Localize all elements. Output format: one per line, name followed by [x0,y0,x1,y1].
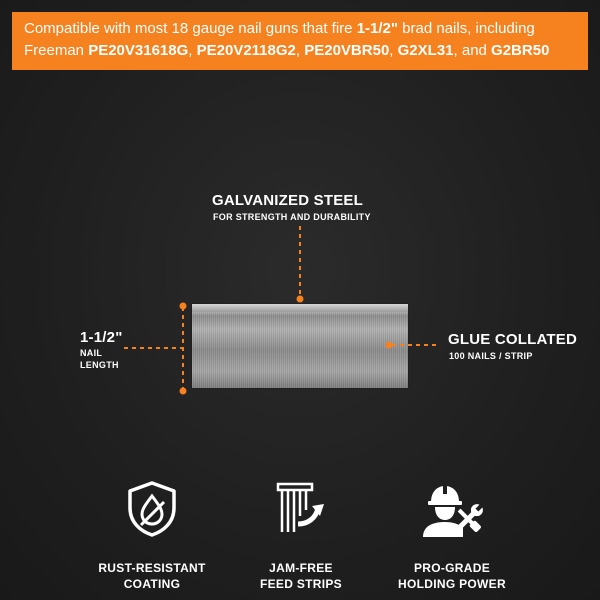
length-top-dot [180,303,187,310]
glue-callout-title: GLUE COLLATED [448,331,577,348]
steel-callout-dot [297,296,304,303]
feature-line-1: PRO-GRADE [413,561,491,575]
feature-line-1: RUST-RESISTANT [98,561,206,575]
model-name: PE20V31618G [88,42,189,59]
steel-callout-title: GALVANIZED STEEL [212,192,363,209]
banner-line-2: Freeman PE20V31618G, PE20V2118G2, PE20VBR50, G2XL31, and G2BR50 [24,42,550,59]
worker-hardhat-wrench-icon [419,480,485,538]
feature-jam-free [221,480,381,592]
feature-pro-grade [372,480,532,592]
glue-callout-dot [386,342,393,349]
banner-line-1: Compatible with most 18 gauge nail guns that fire 1-1/2" brad nails, including [24,20,535,37]
steel-callout-subtitle: FOR STRENGTH AND DURABILITY [213,212,371,222]
length-bottom-dot [180,388,187,395]
feature-line-1: JAM-FREE [269,561,333,575]
length-callout-title: 1-1/2" [80,329,123,346]
feature-line-2: COATING [123,577,181,591]
model-name: PE20VBR50 [304,42,390,59]
shield-droplet-icon [124,480,180,538]
feature-line-2: FEED STRIPS [260,577,342,591]
glue-callout-subtitle: 100 NAILS / STRIP [449,351,533,361]
model-name: G2XL31 [397,42,454,59]
nail-strip-arrow-icon [272,480,330,538]
length-callout-sub-1: NAIL [80,348,103,358]
model-name: G2BR50 [491,42,550,59]
feature-rust-resistant [72,480,232,592]
feature-line-2: HOLDING POWER [398,577,506,591]
model-name: PE20V2118G2 [196,42,296,59]
length-callout-sub-2: LENGTH [80,360,119,370]
